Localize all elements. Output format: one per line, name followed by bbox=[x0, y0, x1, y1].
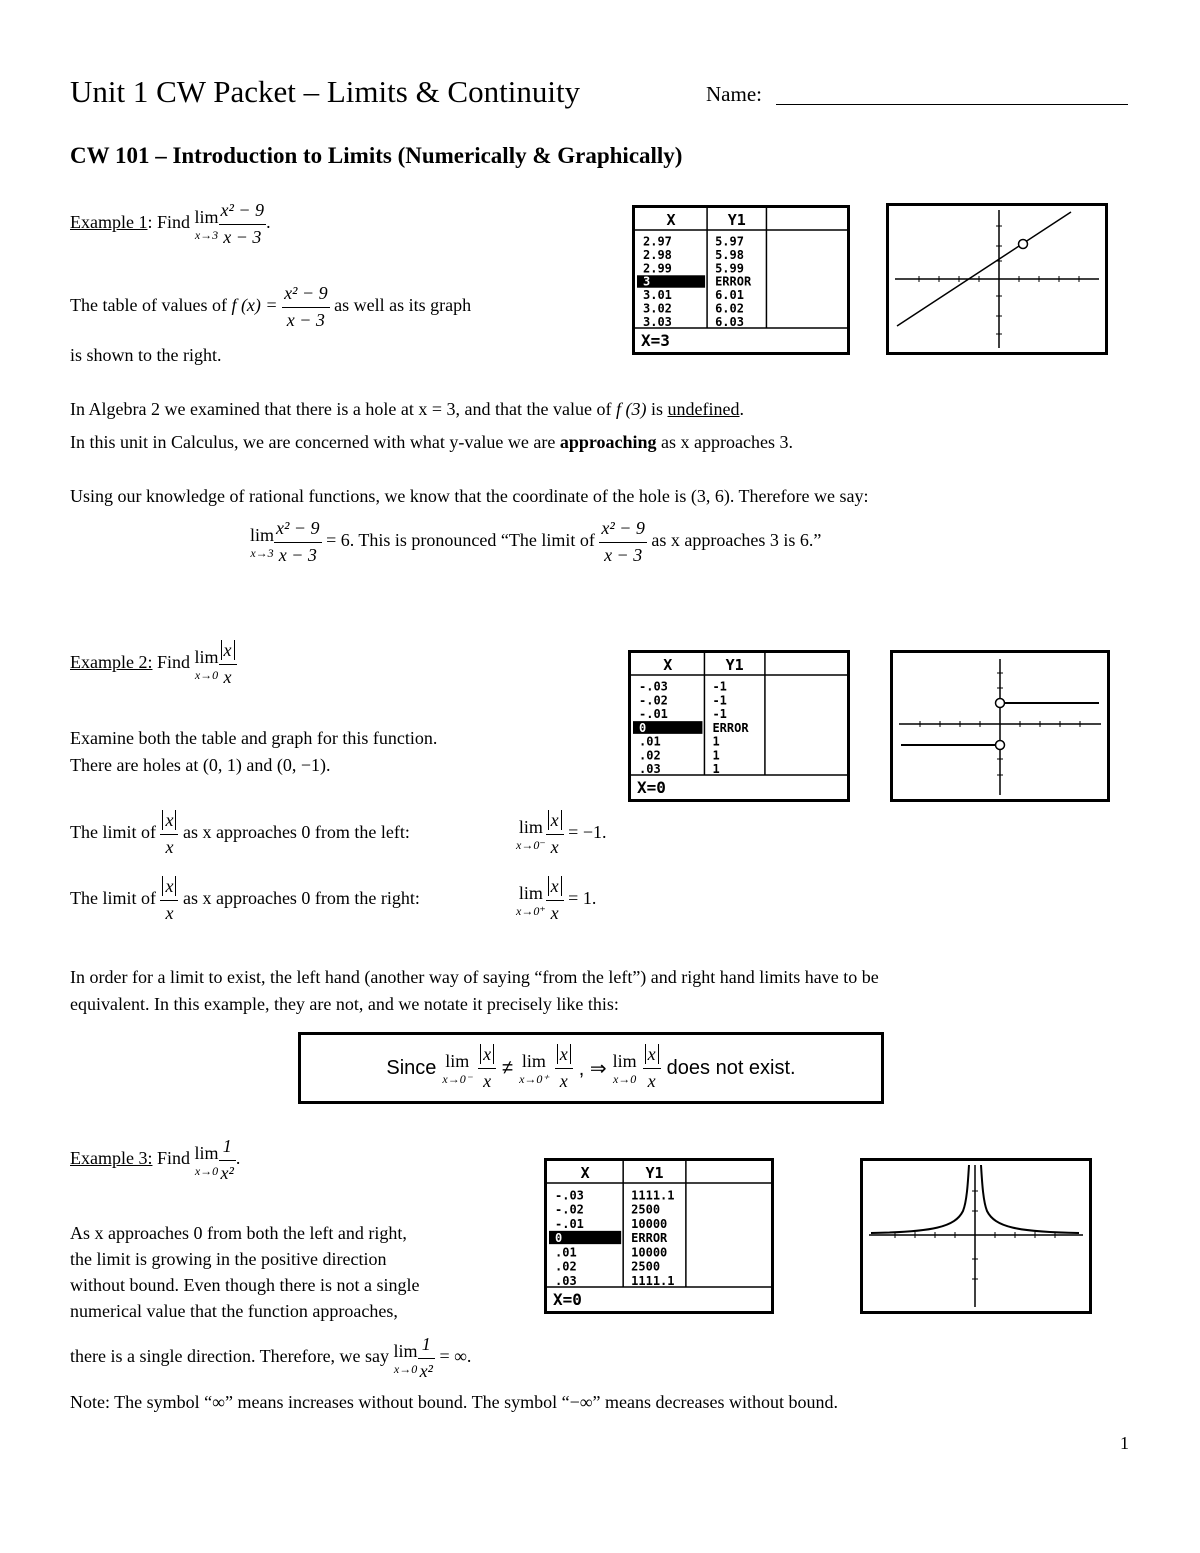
table-cell-x: -.02 bbox=[639, 693, 668, 708]
table-cell-x: 2.99 bbox=[643, 261, 672, 276]
table-cell-x: 3 bbox=[643, 274, 651, 289]
table-cell-y: -1 bbox=[712, 679, 727, 694]
table-cell-x: 2.98 bbox=[643, 247, 672, 262]
hole-point-bottom bbox=[996, 741, 1005, 750]
example1-prompt: Example 1: Find lim x→3 $\frac{\text{x² − 9}}{x - 3}$ . bbox=[70, 200, 271, 247]
name-field-line[interactable] bbox=[776, 104, 1128, 105]
table-cell-x: 2.97 bbox=[643, 234, 672, 249]
table-cell-x: -.03 bbox=[555, 1188, 584, 1203]
table-cell-y: 10000 bbox=[631, 1216, 668, 1231]
table-cell-y: 5.98 bbox=[715, 247, 744, 262]
paragraph-algebra2: In Algebra 2 we examined that there is a hole at x = 3, and that the value of f (3) is undefined. bbox=[70, 399, 744, 419]
example3-text3: without bound. Even though there is not a single bbox=[70, 1275, 420, 1295]
example2-left-limit: The limit of $\frac{x}{x}$ as x approaches 0 from the left: bbox=[70, 810, 410, 857]
table-cell-x: .01 bbox=[555, 1245, 577, 1260]
table-cell-x: -.02 bbox=[555, 1202, 584, 1217]
example2-left-limit-expr: lim x→0⁻ $\frac{x}{x}$ = −1. bbox=[516, 810, 607, 857]
left-curve bbox=[871, 1165, 969, 1233]
table-cell-x: .03 bbox=[639, 762, 661, 776]
example3-text4: numerical value that the function approaches, bbox=[70, 1301, 398, 1321]
table-cell-y: 1 bbox=[712, 734, 720, 749]
page-number: 1 bbox=[1120, 1433, 1129, 1453]
example3-conclusion: there is a single direction. Therefore, we say lim x→0 $\frac{1}{\text{x²}}$ = ∞. bbox=[70, 1334, 472, 1381]
table-cell-x: .01 bbox=[639, 734, 661, 749]
hole-point bbox=[1019, 240, 1028, 249]
table-cell-y: ERROR bbox=[715, 274, 752, 289]
table-header: Y1 bbox=[645, 1164, 664, 1182]
example3-text1: As x approaches 0 from both the left and right, bbox=[70, 1223, 407, 1243]
table-cell-x: 3.03 bbox=[643, 315, 672, 329]
table-cell-y: 1111.1 bbox=[631, 1188, 675, 1203]
section-title: CW 101 – Introduction to Limits (Numerically & Graphically) bbox=[70, 143, 683, 168]
table-cell-y: 5.99 bbox=[715, 261, 744, 276]
example2-label: Example 2: bbox=[70, 652, 153, 673]
table-cell-x: 3.02 bbox=[643, 301, 672, 316]
table-header: X bbox=[580, 1164, 590, 1182]
example2-paragraph1: In order for a limit to exist, the left hand (another way of saying “from the left”) and right hand limits have to be bbox=[70, 967, 879, 987]
calculator-table-2 bbox=[628, 650, 850, 802]
table-header: X bbox=[666, 211, 676, 229]
table-cell-y: 6.03 bbox=[715, 315, 744, 329]
table-header: Y1 bbox=[727, 211, 746, 229]
table-footer: X=0 bbox=[553, 1290, 582, 1309]
table-header: X bbox=[663, 656, 673, 674]
table-cell-y: 10000 bbox=[631, 1245, 668, 1260]
note-text: Note: The symbol “∞” means increases without bound. The symbol “−∞” means decreases without bound. bbox=[70, 1392, 838, 1412]
table-cell-y: ERROR bbox=[712, 720, 749, 735]
example2-text2: There are holes at (0, 1) and (0, −1). bbox=[70, 755, 331, 775]
table-cell-y: 1 bbox=[712, 748, 720, 763]
table-cell-x: .03 bbox=[555, 1274, 577, 1288]
table-cell-y: 6.01 bbox=[715, 288, 744, 303]
example2-prompt: Example 2: Find lim x→0 $\frac{x}{x}$ bbox=[70, 640, 237, 688]
table-cell-y: 6.02 bbox=[715, 301, 744, 316]
dne-box: Since lim x→0⁻ $\frac{x}{x}$ ≠ lim x→0⁺ $\frac{x}{x}$ , ⇒ lim x→0 $\frac{x}{x}$ does not exist. bbox=[298, 1032, 884, 1104]
calculator-table-3 bbox=[544, 1158, 774, 1314]
example1-label: Example 1 bbox=[70, 212, 148, 233]
table-cell-y: 2500 bbox=[631, 1202, 661, 1217]
hole-point-top bbox=[996, 699, 1005, 708]
table-cell-y: ERROR bbox=[631, 1231, 668, 1246]
table-cell-x: 3.01 bbox=[643, 288, 672, 303]
example3-label: Example 3: bbox=[70, 1148, 153, 1169]
name-label: Name: bbox=[706, 82, 762, 106]
example3-prompt: Example 3: Find lim x→0 $\frac{1}{\text{x²}}$ . bbox=[70, 1136, 241, 1183]
table-cell-x: -.03 bbox=[639, 679, 668, 694]
example2-text1: Examine both the table and graph for this function. bbox=[70, 728, 438, 748]
table-header: Y1 bbox=[725, 656, 744, 674]
table-cell-x: .02 bbox=[555, 1259, 577, 1274]
calculator-graph-2 bbox=[890, 650, 1110, 802]
table-cell-x: 0 bbox=[639, 720, 647, 735]
example2-right-limit-expr: lim x→0⁺ $\frac{x}{x}$ = 1. bbox=[516, 876, 597, 923]
example1-limit-equation: lim x→3 $\frac{\text{x² − 9}}{x - 3}$ = 6. This is pronounced “The limit of $\frac{\text{x² − 9}}{x - 3}$ as x approaches 3 is 6.” bbox=[250, 518, 822, 565]
example2-right-limit: The limit of $\frac{x}{x}$ as x approaches 0 from the right: bbox=[70, 876, 420, 923]
table-cell-y: 2500 bbox=[631, 1259, 661, 1274]
calculator-graph-1 bbox=[886, 203, 1108, 355]
table-footer: X=0 bbox=[637, 778, 666, 797]
calculator-graph-3 bbox=[860, 1158, 1092, 1314]
example2-paragraph2: equivalent. In this example, they are not, and we notate it precisely like this: bbox=[70, 994, 619, 1014]
table-cell-y: -1 bbox=[712, 693, 727, 708]
table-cell-x: .02 bbox=[639, 748, 661, 763]
table-cell-x: -.01 bbox=[639, 707, 668, 722]
function-line bbox=[897, 212, 1071, 326]
table-footer: X=3 bbox=[641, 331, 670, 350]
example3-text2: the limit is growing in the positive direction bbox=[70, 1249, 387, 1269]
table-cell-x: -.01 bbox=[555, 1216, 584, 1231]
example1-shown-text: is shown to the right. bbox=[70, 345, 222, 365]
right-curve bbox=[981, 1165, 1079, 1233]
table-cell-y: -1 bbox=[712, 707, 727, 722]
paragraph-calculus: In this unit in Calculus, we are concerned with what y-value we are approaching as x approaches 3. bbox=[70, 432, 793, 452]
page-title: Unit 1 CW Packet – Limits & Continuity bbox=[70, 74, 581, 109]
table-cell-y: 1 bbox=[712, 762, 720, 776]
example1-table-text: The table of values of f (x) = $\frac{\text{x² − 9}}{x - 3}$ as well as its graph bbox=[70, 283, 472, 330]
paragraph-rational: Using our knowledge of rational functions, we know that the coordinate of the hole is (3, 6). Therefore we say: bbox=[70, 486, 869, 506]
calculator-table-1 bbox=[632, 205, 850, 355]
table-cell-y: 1111.1 bbox=[631, 1274, 675, 1288]
table-cell-y: 5.97 bbox=[715, 234, 744, 249]
table-cell-x: 0 bbox=[555, 1231, 563, 1246]
